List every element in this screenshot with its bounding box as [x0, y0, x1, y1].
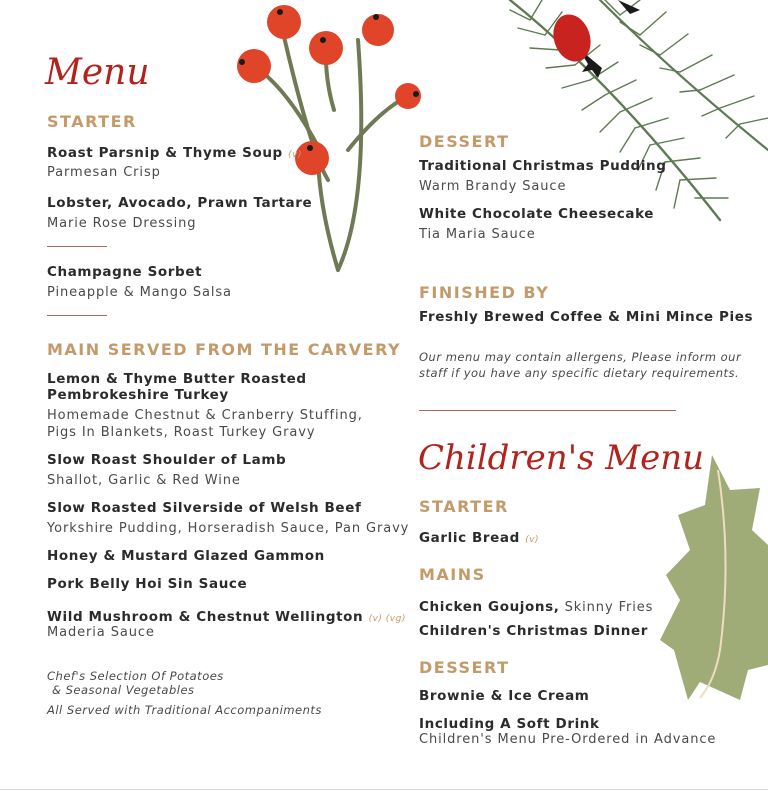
- dish-name: Wild Mushroom & Chestnut Wellington (v) (vg): [47, 609, 406, 625]
- dish-description: Shallot, Garlic & Red Wine: [47, 473, 241, 488]
- dish-description: Yorkshire Pudding, Horseradish Sauce, Pan Gravy: [47, 521, 410, 536]
- main-heading: MAIN SERVED FROM THE CARVERY: [47, 340, 402, 359]
- dish-name: Roast Parsnip & Thyme Soup (v): [47, 145, 302, 161]
- dish-name: Slow Roasted Silverside of Welsh Beef: [47, 500, 362, 516]
- dish-description: Pineapple & Mango Salsa: [47, 285, 232, 300]
- dish-description: Homemade Chestnut & Cranberry Stuffing,: [47, 408, 363, 423]
- dish-name: Chicken Goujons,: [419, 599, 560, 615]
- menu-title: Menu: [45, 52, 150, 93]
- dessert-heading: DESSERT: [419, 132, 510, 151]
- finished-heading: FINISHED BY: [419, 283, 550, 302]
- dish-description: Warm Brandy Sauce: [419, 179, 567, 194]
- chef-note: Chef's Selection Of Potatoes: [47, 669, 224, 683]
- allergen-note: staff if you have any specific dietary requirements.: [419, 366, 740, 380]
- dish-name: Brownie & Ice Cream: [419, 688, 590, 704]
- holly-leaf-illustration: [660, 450, 768, 705]
- dish-description: Children's Menu Pre-Ordered in Advance: [419, 732, 717, 747]
- dish-name: Lobster, Avocado, Prawn Tartare: [47, 195, 313, 211]
- dish-name: Freshly Brewed Coffee & Mini Mince Pies: [419, 309, 754, 325]
- dish-description: Marie Rose Dressing: [47, 216, 197, 231]
- dish-description: Tia Maria Sauce: [419, 227, 536, 242]
- children-starter-heading: STARTER: [419, 497, 509, 516]
- children-dessert-heading: DESSERT: [419, 658, 510, 677]
- dish-description: Parmesan Crisp: [47, 165, 161, 180]
- dish-description: Maderia Sauce: [47, 625, 155, 640]
- starter-heading: STARTER: [47, 112, 137, 131]
- dish-name: Champagne Sorbet: [47, 264, 203, 280]
- dish-name: Pembrokeshire Turkey: [47, 387, 229, 403]
- allergen-note: Our menu may contain allergens, Please inform our: [419, 350, 742, 364]
- dish-name: Children's Christmas Dinner: [419, 623, 649, 639]
- vegetarian-tag: (v): [525, 535, 540, 545]
- dish-name: Lemon & Thyme Butter Roasted: [47, 371, 307, 387]
- dish-name: Including A Soft Drink: [419, 716, 600, 732]
- divider: [419, 410, 676, 411]
- dish-name: White Chocolate Cheesecake: [419, 206, 655, 222]
- chef-note: & Seasonal Vegetables: [52, 683, 195, 697]
- divider: [47, 246, 107, 247]
- vegetarian-tag: (v): [288, 150, 302, 160]
- divider: [47, 315, 107, 316]
- dish-name: Traditional Christmas Pudding: [419, 158, 667, 174]
- childrens-menu-title: Children's Menu: [418, 438, 705, 478]
- dish-description: Pigs In Blankets, Roast Turkey Gravy: [47, 425, 316, 440]
- berry-sprig-illustration: [230, 0, 430, 280]
- bottom-border: [0, 789, 768, 790]
- dish-name: Honey & Mustard Glazed Gammon: [47, 548, 325, 564]
- dish-description: Skinny Fries: [564, 600, 654, 615]
- dish-name: Slow Roast Shoulder of Lamb: [47, 452, 287, 468]
- vegan-tag: (v) (vg): [368, 614, 406, 624]
- dish-name: Pork Belly Hoi Sin Sauce: [47, 576, 248, 592]
- dish-row: [419, 596, 653, 615]
- children-mains-heading: MAINS: [419, 565, 486, 584]
- chef-note: All Served with Traditional Accompaniments: [47, 703, 322, 717]
- dish-name: Garlic Bread (v): [419, 530, 540, 546]
- pine-branch-illustration: [490, 0, 768, 230]
